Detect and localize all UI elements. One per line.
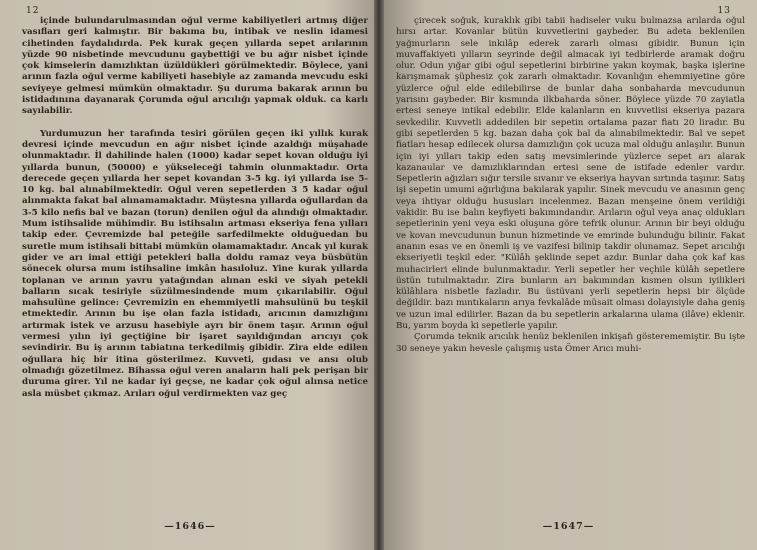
right-page-number: 13 bbox=[717, 6, 731, 16]
left-page-body bbox=[22, 16, 368, 400]
left-page-number: 12 bbox=[26, 6, 40, 16]
right-paragraph: çirecek soğuk, kuraklık gibi tabii hadiseler vuku bulmazsa arılarda oğul hırsı artar. Kovanlar bütün kuvvetlerini gaybeder. Bu adeta beklenilen yağmurların sele inkılâp ederek zararlı olması gibidir. Bunun için muvaffakiyeti yılların seyrinde değil almacak iyi tedbirlerde aramak doğru olur. Odun yığar gibi oğul sepetlerini birbirine yakın koymak, başka işlerine karışmamak şüphesiz çok zararlı olmaktadır. Kovanlığın ehemmiyetine göre yüzlerce oğul elde edilebilirse de bunlar daha sonbaharda mevcudunun yarısını gaybeder. Bir kısmında ilkbaharda söner. Böylece yüzde 70 zayiatla ertesi seneye intikal edebilir. Elde kalanların en kuvvetlisi ekseriya pazara sevkedilir. Kuvvetli addedilen bir sepetin ortalama pazar fiatı 20 liradır. Bu gibi sepetlerden 5 kg. bazan daha çok bal da alınabilmektedir. Bal ve sepet fiatları hesap edilecek olursa damızlığın çok ucuza mal olduğu anlaşılır. Bunun için iyi yılları takip eden satış mevsimlerinde yüzlerce sepet arı alarak kazanaular ve damızlıklarından ertesi sene de istifade edenler vardır. Sepetlerin ağızları sığır tersile sıvanır ve ekseriya hayvan sırtında taşınır. Satış işi sepetin umumi ağırlığına bakılarak yapılır. Sinek mevcudu ve anasının genç veya ihtiyar olduğu hususları incelenmez. Bazan menşeine önem verildiği vakidir. Bu ise balın keyfiyeti bakımındandır. Arıların oğul veya anaç oldukları sepetlerinin yeni veya eski oluşuna göre tefrik olunur. Arının bir beyi olduğu ve kovan mevcudunun bunun hizmetinde ve emrinde bulunduğu bilinir. Fakat ananın esas ve en önemli iş ve vazifesi bilinip takdir olunamaz. Sepet arıcılığı ekseriyetli teşkil eder. "Külâh şeklinde sepet azdır. Bunlar daha çok kaf kas muhacirleri elinde bulunmaktadır. Yerli sepetler her veçhile külâh sepetlere üstün tutulmaktadır. Zira bunların arı bakımından kısmen olsun iyilikleri külâhlara nisbetle fazladır. Bu üstüvani yerli sepetlerin hepsi bir ölçüde değildir. bazı mıntıkaların arıya fevkalâde müsait olması dolayısiyle daha geniş ve uzun imal edilirler. Bazan da bu sepetlerin arkalarına ulama (ilâve) eklenir. Bu, yarım boyda ki sepetlerle yapılır. bbox=[396, 16, 745, 332]
book-gutter bbox=[374, 0, 384, 550]
left-paragraph: içinde bulundarulmasından oğul verme kabiliyetleri artmış diğer vasıfları geri kalmıştır. Bir bakıma bu, intibak ve neslin idamesi cihetinden faydalıdırda. Pek kurak geçen yıllarda sepet arılarının yüzde 90 nisbetinde mevcudunu gaybettiği ve bu ağır nisbet içinde çok kimselerin damızlıktan üzüldükleri görülmektedir. Böylece, yani arının fazla oğul verme kabiliyeti hasebiyle az zamanda mevcudu eski seviyeye gelmesi mümkün olmaktadır. Şu duruma bakarak arının bu istidadınına dayanarak Çorumda oğul arıcılığı yapmak olduk. ca karlı sayılabilir. bbox=[22, 16, 368, 117]
left-paragraph: Yurdumuzun her tarafında tesiri görülen geçen iki yıllık kurak devresi içinde mevcudun en ağır nisbet içinde azaldığı müşahade olunmaktadır. İl dahilinde halen (1000) kadar sepet kovan olduğu iyi yıllarda bunun, (50000) e yükseleceği tahmin olunmaktadır. Orta derecede geçen yıllarda her sepet kovandan 3-5 kg. iyi yıllarda ise 5-10 kg. bal alınabilmektedir. Oğul veren sepetlerden 3 5 kadar oğul alınmakta fakat bal alınamamaktadır. Müştesna yıllarda oğullardan da 3-5 kilo nefis bal ve bazan (torun) denilen oğul da alındığı olmaktadır. Mum istihsalide mühimdir. Bu istihsalın artması ekseriya fena yılları takip eder. Çevremizde bal peteğile sarfedilmekte olduğuedan bu suretle mum istihsali bittabi mümkün olamamaktadır. Ancak yıl kurak gider ve arı imal ettiği petekleri balla doldu ramaz veya büsbütün sönecek olursa mum istihsaline imkân hasıloluz. Yine kurak yıllarda toplanan ve arının yavru yatağından alınan eski ve siyah petekli balların sıcak tesiriyle süzülmesindende mum çıkarılabilir. Oğul mahsulüne gelince: Çevremizin en ehemmiyetli mahsulünü bu teşkil etmektedir. Arının bu işe olan fazla istidadı, arıcının damızlığını artırmak istek ve arzusu hasebiyle ayrı bir önem taşır. Arının oğul vermesi yılın iyi geçtiğine bir işaret sayıldığından arıcıyı çok sevindirir. Bu iş arının tabiatına terkedilmiş gibidir. Zira elde edilen oğullara hiç bir itina gösterilmez. Kuvveti, gıdası ve ansı olub olmadığı gözetilmez. Bihassa oğul veren anaların hali pek perişan bir duruma girer. Yıl ne kadar iyi geçse, ne kadar çok oğul alınsa netice asla müsbet çıkmaz. Arıları oğul verdirmekten vaz geç bbox=[22, 128, 368, 399]
right-paragraph: Çorumda teknik arıcılık henüz beklenilen inkişafı gösterememiştir. Bu işte 30 seneye yakın hevesle çalışmış usta Ömer Arıcı muhi- bbox=[396, 332, 745, 354]
left-folio: —1646— bbox=[164, 521, 216, 532]
right-page bbox=[380, 0, 757, 550]
right-folio: —1647— bbox=[542, 521, 595, 532]
right-page-body bbox=[396, 16, 745, 355]
